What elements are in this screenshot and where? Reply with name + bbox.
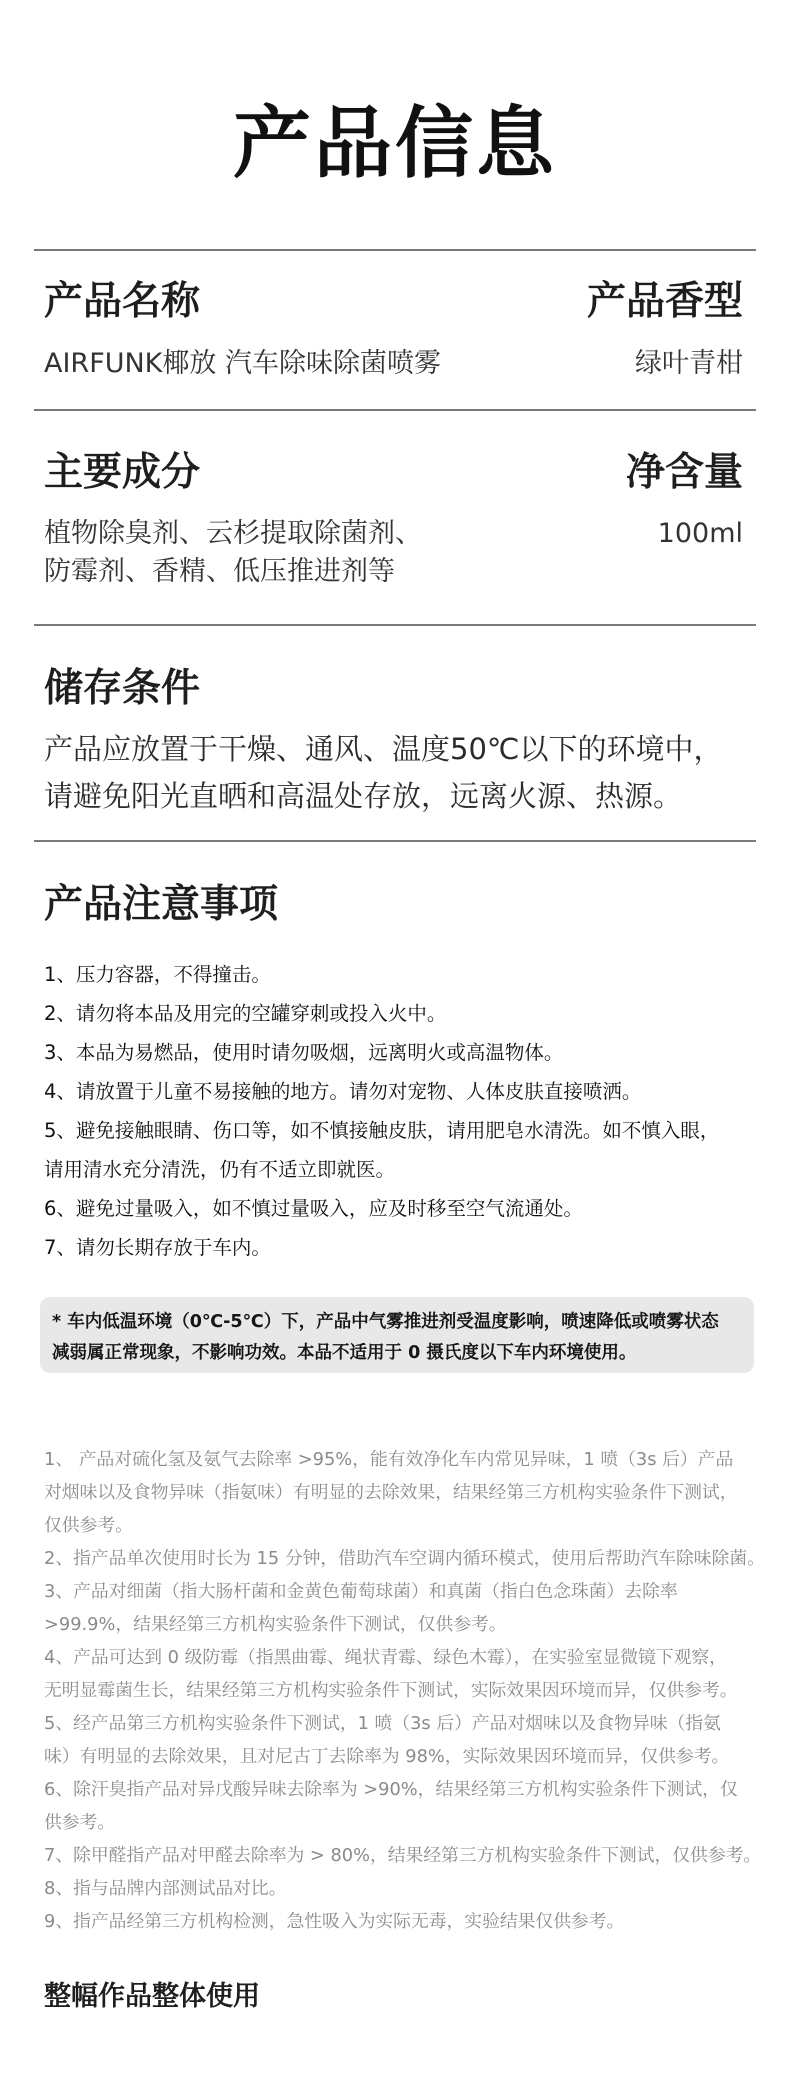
- product-name-value: AIRFUNK椰放 汽车除味除菌喷雾: [44, 348, 441, 379]
- precaution-line: 请用清水充分清洗，仍有不适立即就医。: [44, 1158, 396, 1181]
- precaution-item: [44, 1033, 759, 1072]
- footnote: [44, 1542, 765, 1575]
- precaution-item: [44, 1228, 759, 1267]
- storage-text: [44, 726, 756, 820]
- precaution-item: [44, 1111, 759, 1189]
- precaution-line: 7、请勿长期存放于车内。: [44, 1236, 271, 1259]
- footnote-line: 对烟味以及食物异味（指氨味）有明显的去除效果，结果经第三方机构实验条件下测试，: [44, 1482, 738, 1503]
- footnote: [44, 1773, 759, 1839]
- footnote-line: 1、 产品对硫化氢及氨气去除率 >95%，能有效净化车内常见异味，1 喷（3s 后）产品: [44, 1449, 734, 1470]
- footer-text: 整幅作品整体使用: [44, 1981, 260, 2012]
- footnotes-list: [44, 1443, 765, 1938]
- footnote-line: 5、经产品第三方机构实验条件下测试，1 喷（3s 后）产品对烟味以及食物异味（指氨: [44, 1713, 721, 1734]
- low-temperature-note: [40, 1297, 754, 1373]
- page-title: 产品信息: [232, 99, 557, 189]
- footnote: [44, 1905, 759, 1938]
- precaution-line: 4、请放置于儿童不易接触的地方。请勿对宠物、人体皮肤直接喷洒。: [44, 1080, 642, 1103]
- precaution-line: 6、避免过量吸入，如不慎过量吸入，应及时移至空气流通处。: [44, 1197, 583, 1220]
- precaution-line: 1、压力容器，不得撞击。: [44, 963, 271, 986]
- footnote: [44, 1872, 759, 1905]
- divider: [34, 249, 756, 251]
- footnote-line: 2、指产品单次使用时长为 15 分钟，借助汽车空调内循环模式，使用后帮助汽车除味除菌。: [44, 1548, 765, 1569]
- footnote-line: 3、产品对细菌（指大肠杆菌和金黄色葡萄球菌）和真菌（指白色念珠菌）去除率: [44, 1581, 678, 1602]
- precaution-line: 5、避免接触眼睛、伤口等，如不慎接触皮肤，请用肥皂水清洗。如不慎入眼，: [44, 1119, 720, 1142]
- divider: [34, 624, 756, 626]
- precautions-label: 产品注意事项: [44, 882, 279, 927]
- storage-label: 储存条件: [44, 666, 201, 711]
- footnote-line: 无明显霉菌生长，结果经第三方机构实验条件下测试，实际效果因环境而异，仅供参考。: [44, 1680, 738, 1701]
- footnote: [44, 1839, 762, 1872]
- footnote: [44, 1707, 759, 1773]
- footnote-line: 8、指与品牌内部测试品对比。: [44, 1878, 287, 1899]
- divider: [34, 840, 756, 842]
- fragrance-value: 绿叶青柑: [635, 348, 743, 379]
- footnote-line: 供参考。: [44, 1812, 116, 1833]
- storage-line: 请避免阳光直晒和高温处存放，远离火源、热源。: [44, 779, 683, 813]
- footnote-line: 仅供参考。: [44, 1515, 133, 1536]
- ingredients-line: 植物除臭剂、云杉提取除菌剂、: [44, 518, 422, 549]
- precaution-item: [44, 955, 759, 994]
- precaution-line: 3、本品为易燃品，使用时请勿吸烟，远离明火或高温物体。: [44, 1041, 564, 1064]
- footnote: [44, 1641, 759, 1707]
- note-line: 减弱属正常现象，不影响功效。本品不适用于 0 摄氏度以下车内环境使用。: [52, 1343, 637, 1363]
- storage-line: 产品应放置于干燥、通风、温度50℃以下的环境中，: [44, 732, 723, 766]
- footnote-line: 9、指产品经第三方机构检测，急性吸入为实际无毒，实验结果仅供参考。: [44, 1911, 625, 1932]
- ingredients-line: 防霉剂、香精、低压推进剂等: [44, 556, 395, 587]
- note-line: * 车内低温环境（0℃-5℃）下，产品中气雾推进剂受温度影响，喷速降低或喷雾状态: [52, 1312, 719, 1332]
- footnote-line: 6、除汗臭指产品对异戊酸异味去除率为 >90%，结果经第三方机构实验条件下测试，仅: [44, 1779, 738, 1800]
- precaution-item: [44, 1189, 759, 1228]
- footnote-line: 4、产品可达到 0 级防霉（指黑曲霉、绳状青霉、绿色木霉），在实验室显微镜下观察，: [44, 1647, 727, 1668]
- footnote-line: 7、除甲醛指产品对甲醛去除率为 > 80%，结果经第三方机构实验条件下测试，仅供参考。: [44, 1845, 762, 1866]
- precaution-item: [44, 1072, 759, 1111]
- precaution-item: [44, 994, 759, 1033]
- product-name-label: 产品名称: [44, 279, 201, 324]
- ingredients-label: 主要成分: [44, 450, 201, 495]
- fragrance-label: 产品香型: [586, 279, 743, 324]
- footnote: [44, 1443, 759, 1542]
- footnote-line: >99.9%，结果经第三方机构实验条件下测试，仅供参考。: [44, 1614, 507, 1635]
- divider: [34, 409, 756, 411]
- precautions-list: [44, 955, 759, 1267]
- precaution-line: 2、请勿将本品及用完的空罐穿刺或投入火中。: [44, 1002, 447, 1025]
- net-content-label: 净含量: [625, 450, 743, 495]
- net-content-value: 100ml: [657, 518, 743, 549]
- footnote-line: 味）有明显的去除效果，且对尼古丁去除率为 98%，实际效果因环境而异，仅供参考。: [44, 1746, 730, 1767]
- footnote: [44, 1575, 759, 1641]
